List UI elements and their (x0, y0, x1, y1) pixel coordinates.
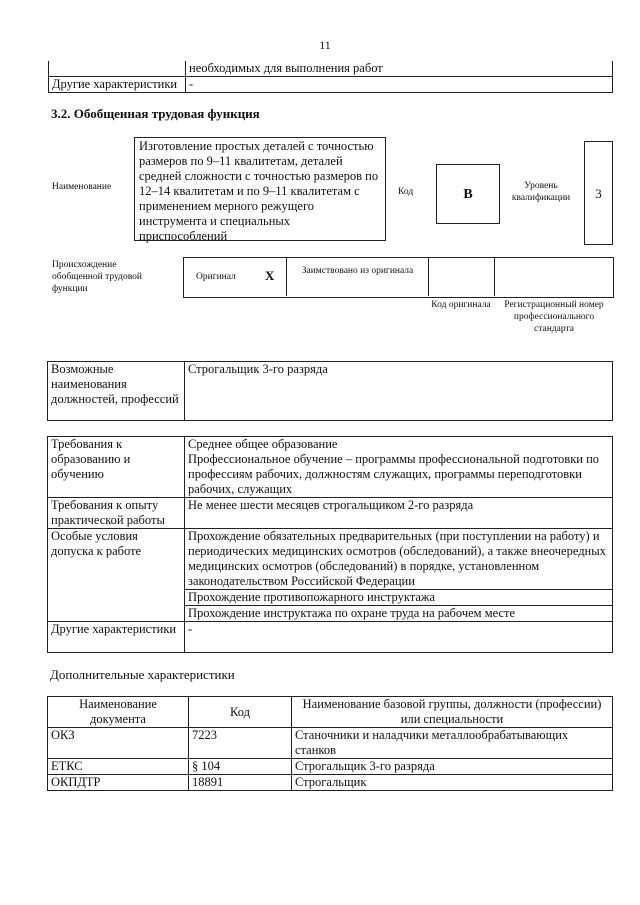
top-table-empty-cell (49, 61, 186, 77)
table-cell: 18891 (189, 775, 292, 791)
additional-title: Дополнительные характеристики (50, 667, 235, 682)
additional-header-document: Наименование документа (48, 697, 189, 728)
origin-label: Происхождение обобщенной трудовой функции (52, 260, 142, 294)
other-label: Другие характеристики (48, 622, 185, 653)
top-table-row2-label: Другие характеристики (49, 77, 186, 93)
table-cell: 7223 (189, 728, 292, 759)
function-level-value: 3 (584, 141, 613, 245)
top-table-row2-value: - (186, 77, 613, 93)
origin-divider (494, 257, 495, 296)
positions-label: Возможные наименования должностей, профессий (48, 362, 185, 421)
origin-table (183, 257, 614, 298)
table-row (48, 728, 613, 759)
origin-original-mark: X (265, 268, 275, 283)
education-value (185, 437, 613, 498)
function-level-label: Уровень квалификации (511, 181, 571, 203)
special-label: Особые условия допуска к работе (48, 529, 185, 622)
table-row (48, 775, 613, 791)
education-line2: Профессиональное обучение – программы профессиональной подготовки по профессиям рабочих, должностям служащих, программы переподготовки рабочих, служащих (188, 452, 600, 496)
positions-table (47, 361, 613, 421)
table-cell: Станочники и наладчики металлообрабатывающих станков (292, 728, 613, 759)
special-condition-3: Прохождение инструктажа по охране труда на рабочем месте (185, 606, 613, 622)
origin-borrowed-label: Заимствовано из оригинала (301, 266, 414, 276)
additional-header-name: Наименование базовой группы, должности (профессии) или специальности (292, 697, 613, 728)
experience-label: Требования к опыту практической работы (48, 498, 185, 529)
experience-value: Не менее шести месяцев строгальщиком 2-го разряда (185, 498, 613, 529)
page-number: 11 (319, 38, 331, 52)
positions-value: Строгальщик 3-го разряда (185, 362, 613, 421)
function-name-label: Наименование (52, 182, 112, 192)
function-name-value: Изготовление простых деталей с точностью размеров по 9–11 квалитетам, деталей средней сложности с точностью размеров по 12–14 квалитетам и по 9–11 квалитетам с применением мерного режущего инструмента и специальных приспособлений (134, 137, 386, 241)
section-title: 3.2. Обобщенная трудовая функция (51, 106, 260, 121)
special-condition-1: Прохождение обязательных предварительных (при поступлении на работу) и периодических медицинских осмотров (обследований), а также внеочередных медицинских осмотров (обследований) в порядке, установленном законодательством Российской Федерации (185, 529, 613, 590)
function-code-value: B (436, 164, 500, 224)
table-cell: ЕТКС (48, 759, 189, 775)
table-cell: ОКЗ (48, 728, 189, 759)
education-label: Требования к образованию и обучению (48, 437, 185, 498)
education-line1: Среднее общее образование (188, 437, 338, 451)
table-cell: ОКПДТР (48, 775, 189, 791)
table-cell: Строгальщик (292, 775, 613, 791)
top-table (48, 61, 613, 93)
origin-divider (286, 257, 287, 296)
table-row (48, 759, 613, 775)
additional-table (47, 696, 613, 791)
table-cell: § 104 (189, 759, 292, 775)
origin-code-original-label: Код оригинала (431, 300, 491, 310)
origin-reg-number-label: Регистрационный номер профессионального стандарта (504, 300, 604, 334)
top-table-row1-value: необходимых для выполнения работ (186, 61, 613, 77)
special-condition-2: Прохождение противопожарного инструктажа (185, 590, 613, 606)
other-value: - (185, 622, 613, 653)
function-code-label: Код (398, 187, 414, 197)
requirements-table (47, 436, 613, 653)
additional-header-code: Код (189, 697, 292, 728)
origin-divider (428, 257, 429, 296)
origin-original-label: Оригинал (196, 272, 236, 282)
table-cell: Строгальщик 3-го разряда (292, 759, 613, 775)
